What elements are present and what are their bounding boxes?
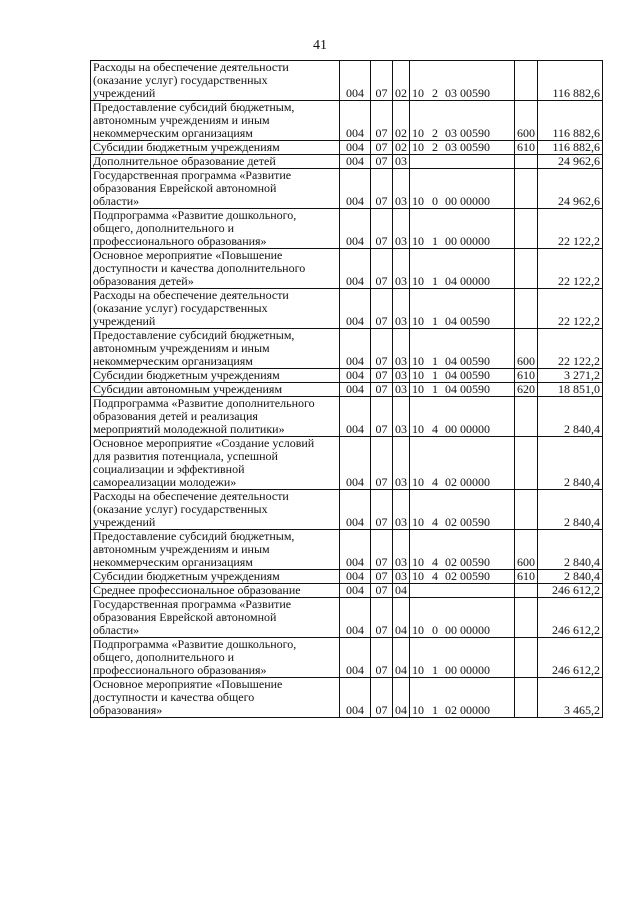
amount-cell: 3 271,2: [538, 369, 603, 383]
expense-type-cell: [515, 61, 538, 101]
subsection-code-cell: 03: [393, 329, 410, 369]
row-name-line: автономным учреждениям и иным: [93, 341, 270, 355]
row-name-line: Предоставление субсидий бюджетным,: [93, 529, 295, 543]
section-code-cell: 07: [371, 397, 393, 437]
subsection-code-cell: 03: [393, 490, 410, 530]
subsection-code-cell: 02: [393, 101, 410, 141]
article-code: 02 00590: [445, 515, 490, 529]
row-name-line: (оказание услуг) государственных: [93, 301, 268, 315]
row-name-cell: [91, 369, 340, 383]
amount-cell: 116 882,6: [538, 101, 603, 141]
table-row: [91, 397, 603, 437]
subprogram-code: 1: [432, 703, 438, 717]
subsection-code-cell: 04: [393, 678, 410, 718]
article-code: 00 00000: [445, 623, 490, 637]
section-code-cell: 07: [371, 598, 393, 638]
subprogram-code: 1: [432, 314, 438, 328]
subsection-code-cell: 03: [393, 209, 410, 249]
section-code-cell: 07: [371, 530, 393, 570]
amount-cell: 2 840,4: [538, 437, 603, 490]
row-name-line: Основное мероприятие «Повышение: [93, 677, 283, 691]
table-row: [91, 570, 603, 584]
row-name-line: для развития потенциала, успешной: [93, 449, 278, 463]
amount-cell: 22 122,2: [538, 209, 603, 249]
article-code: 00 00000: [445, 194, 490, 208]
expense-type-cell: [515, 490, 538, 530]
row-name-line: самореализации молодежи»: [93, 475, 237, 489]
subprogram-code: 2: [432, 86, 438, 100]
row-name-line: Основное мероприятие «Повышение: [93, 248, 283, 262]
row-name-line: Подпрограмма «Развитие дошкольного,: [93, 208, 297, 222]
subprogram-code: 0: [432, 194, 438, 208]
subsection-code-cell: 03: [393, 383, 410, 397]
section-code-cell: 07: [371, 584, 393, 598]
row-name-cell: [91, 141, 340, 155]
ministry-code-cell: 004: [340, 249, 371, 289]
target-article-cell: [410, 155, 515, 169]
subprogram-code: 2: [432, 126, 438, 140]
row-name-line: области»: [93, 623, 140, 637]
program-code: 10: [412, 368, 424, 382]
ministry-code-cell: 004: [340, 289, 371, 329]
expense-type-cell: [515, 155, 538, 169]
subprogram-code: 4: [432, 422, 438, 436]
subsection-code-cell: 03: [393, 155, 410, 169]
expense-type-cell: 620: [515, 383, 538, 397]
table-row: [91, 329, 603, 369]
table-row: [91, 383, 603, 397]
program-code: 10: [412, 663, 424, 677]
target-article-cell: [410, 209, 515, 249]
subprogram-code: 1: [432, 234, 438, 248]
section-code-cell: 07: [371, 155, 393, 169]
article-code: 04 00590: [445, 382, 490, 396]
row-name-line: Субсидии автономным учреждениям: [93, 382, 283, 396]
page-number: 41: [313, 38, 327, 53]
row-name-line: Подпрограмма «Развитие дошкольного,: [93, 637, 297, 651]
target-article-cell: [410, 383, 515, 397]
target-article-cell: [410, 437, 515, 490]
table-row: [91, 209, 603, 249]
expense-type-cell: [515, 397, 538, 437]
row-name-line: автономным учреждениям и иным: [93, 542, 270, 556]
ministry-code-cell: 004: [340, 678, 371, 718]
row-name-line: некоммерческим организациям: [93, 555, 253, 569]
ministry-code-cell: 004: [340, 397, 371, 437]
row-name-cell: [91, 289, 340, 329]
expense-type-cell: 610: [515, 570, 538, 584]
article-code: 02 00000: [445, 703, 490, 717]
table-row: [91, 369, 603, 383]
subsection-code-cell: 03: [393, 570, 410, 584]
table-row: [91, 61, 603, 101]
row-name-line: образования Еврейской автономной: [93, 610, 277, 624]
subsection-code-cell: 03: [393, 289, 410, 329]
row-name-line: Расходы на обеспечение деятельности: [93, 489, 289, 503]
row-name-cell: [91, 437, 340, 490]
row-name-line: профессионального образования»: [93, 234, 267, 248]
program-code: 10: [412, 569, 424, 583]
section-code-cell: 07: [371, 570, 393, 584]
row-name-cell: [91, 249, 340, 289]
table-row: [91, 490, 603, 530]
subsection-code-cell: 03: [393, 249, 410, 289]
subsection-code-cell: 04: [393, 584, 410, 598]
article-code: 04 00590: [445, 368, 490, 382]
amount-cell: 2 840,4: [538, 397, 603, 437]
ministry-code-cell: 004: [340, 437, 371, 490]
row-name-line: Государственная программа «Развитие: [93, 597, 292, 611]
subprogram-code: 4: [432, 475, 438, 489]
program-code: 10: [412, 274, 424, 288]
table-row: [91, 584, 603, 598]
article-code: 03 00590: [445, 126, 490, 140]
program-code: 10: [412, 422, 424, 436]
subprogram-code: 2: [432, 140, 438, 154]
target-article-cell: [410, 584, 515, 598]
ministry-code-cell: 004: [340, 530, 371, 570]
table-row: [91, 101, 603, 141]
article-code: 00 00000: [445, 234, 490, 248]
section-code-cell: 07: [371, 369, 393, 383]
expense-type-cell: [515, 584, 538, 598]
row-name-line: общего, дополнительного и: [93, 221, 234, 235]
target-article-cell: [410, 61, 515, 101]
table-row: [91, 249, 603, 289]
program-code: 10: [412, 515, 424, 529]
article-code: 02 00590: [445, 555, 490, 569]
ministry-code-cell: 004: [340, 209, 371, 249]
row-name-line: Дополнительное образование детей: [93, 154, 276, 168]
article-code: 02 00590: [445, 569, 490, 583]
section-code-cell: 07: [371, 383, 393, 397]
expense-type-cell: [515, 638, 538, 678]
section-code-cell: 07: [371, 169, 393, 209]
amount-cell: 24 962,6: [538, 155, 603, 169]
table-row: [91, 141, 603, 155]
row-name-cell: [91, 209, 340, 249]
row-name-line: Субсидии бюджетным учреждениям: [93, 140, 280, 154]
article-code: 03 00590: [445, 86, 490, 100]
table-row: [91, 530, 603, 570]
target-article-cell: [410, 369, 515, 383]
article-code: 02 00000: [445, 475, 490, 489]
subsection-code-cell: 03: [393, 369, 410, 383]
row-name-line: Предоставление субсидий бюджетным,: [93, 100, 295, 114]
table-row: [91, 169, 603, 209]
ministry-code-cell: 004: [340, 329, 371, 369]
row-name-cell: [91, 383, 340, 397]
section-code-cell: 07: [371, 678, 393, 718]
ministry-code-cell: 004: [340, 383, 371, 397]
subsection-code-cell: 03: [393, 397, 410, 437]
program-code: 10: [412, 314, 424, 328]
row-name-cell: [91, 169, 340, 209]
program-code: 10: [412, 126, 424, 140]
row-name-line: Государственная программа «Развитие: [93, 168, 292, 182]
expense-type-cell: [515, 598, 538, 638]
row-name-line: Расходы на обеспечение деятельности: [93, 60, 289, 74]
article-code: 00 00000: [445, 663, 490, 677]
target-article-cell: [410, 490, 515, 530]
target-article-cell: [410, 530, 515, 570]
expense-type-cell: 610: [515, 369, 538, 383]
program-code: 10: [412, 475, 424, 489]
row-name-line: автономным учреждениям и иным: [93, 113, 270, 127]
subprogram-code: 0: [432, 623, 438, 637]
row-name-line: некоммерческим организациям: [93, 354, 253, 368]
program-code: 10: [412, 194, 424, 208]
budget-table-body: [91, 61, 603, 718]
expense-type-cell: 600: [515, 329, 538, 369]
program-code: 10: [412, 140, 424, 154]
row-name-line: образования Еврейской автономной: [93, 181, 277, 195]
ministry-code-cell: 004: [340, 141, 371, 155]
amount-cell: 116 882,6: [538, 141, 603, 155]
expense-type-cell: [515, 249, 538, 289]
subsection-code-cell: 02: [393, 61, 410, 101]
section-code-cell: 07: [371, 437, 393, 490]
section-code-cell: 07: [371, 209, 393, 249]
row-name-line: Субсидии бюджетным учреждениям: [93, 368, 280, 382]
row-name-line: общего, дополнительного и: [93, 650, 234, 664]
target-article-cell: [410, 289, 515, 329]
expense-type-cell: [515, 289, 538, 329]
target-article-cell: [410, 678, 515, 718]
row-name-cell: [91, 101, 340, 141]
amount-cell: 22 122,2: [538, 329, 603, 369]
table-row: [91, 598, 603, 638]
subprogram-code: 1: [432, 368, 438, 382]
amount-cell: 246 612,2: [538, 638, 603, 678]
subprogram-code: 1: [432, 663, 438, 677]
row-name-cell: [91, 329, 340, 369]
target-article-cell: [410, 598, 515, 638]
ministry-code-cell: 004: [340, 490, 371, 530]
amount-cell: 24 962,6: [538, 169, 603, 209]
row-name-line: доступности и качества общего: [93, 690, 255, 704]
row-name-cell: [91, 570, 340, 584]
row-name-line: образования детей»: [93, 274, 194, 288]
amount-cell: 22 122,2: [538, 249, 603, 289]
subprogram-code: 4: [432, 555, 438, 569]
row-name-line: учреждений: [93, 314, 156, 328]
subsection-code-cell: 02: [393, 141, 410, 155]
target-article-cell: [410, 101, 515, 141]
program-code: 10: [412, 703, 424, 717]
row-name-line: образования»: [93, 703, 163, 717]
expense-type-cell: [515, 209, 538, 249]
target-article-cell: [410, 397, 515, 437]
table-row: [91, 437, 603, 490]
budget-table: [90, 60, 603, 718]
table-row: [91, 678, 603, 718]
article-code: 00 00000: [445, 422, 490, 436]
section-code-cell: 07: [371, 490, 393, 530]
row-name-line: области»: [93, 194, 140, 208]
program-code: 10: [412, 234, 424, 248]
row-name-line: (оказание услуг) государственных: [93, 73, 268, 87]
table-row: [91, 155, 603, 169]
program-code: 10: [412, 555, 424, 569]
expense-type-cell: 610: [515, 141, 538, 155]
target-article-cell: [410, 169, 515, 209]
expense-type-cell: 600: [515, 101, 538, 141]
row-name-cell: [91, 598, 340, 638]
section-code-cell: 07: [371, 141, 393, 155]
ministry-code-cell: 004: [340, 101, 371, 141]
row-name-line: доступности и качества дополнительного: [93, 261, 306, 275]
article-code: 04 00000: [445, 274, 490, 288]
row-name-cell: [91, 678, 340, 718]
ministry-code-cell: 004: [340, 584, 371, 598]
target-article-cell: [410, 329, 515, 369]
subprogram-code: 1: [432, 274, 438, 288]
row-name-line: профессионального образования»: [93, 663, 267, 677]
subprogram-code: 4: [432, 515, 438, 529]
table-row: [91, 638, 603, 678]
row-name-line: Основное мероприятие «Создание условий: [93, 436, 315, 450]
ministry-code-cell: 004: [340, 598, 371, 638]
section-code-cell: 07: [371, 329, 393, 369]
program-code: 10: [412, 354, 424, 368]
amount-cell: 246 612,2: [538, 598, 603, 638]
ministry-code-cell: 004: [340, 61, 371, 101]
ministry-code-cell: 004: [340, 369, 371, 383]
section-code-cell: 07: [371, 638, 393, 678]
target-article-cell: [410, 570, 515, 584]
section-code-cell: 07: [371, 101, 393, 141]
expense-type-cell: 600: [515, 530, 538, 570]
expense-type-cell: [515, 437, 538, 490]
amount-cell: 2 840,4: [538, 530, 603, 570]
subprogram-code: 1: [432, 382, 438, 396]
row-name-cell: [91, 61, 340, 101]
row-name-line: Подпрограмма «Развитие дополнительного: [93, 396, 315, 410]
row-name-cell: [91, 397, 340, 437]
program-code: 10: [412, 86, 424, 100]
section-code-cell: 07: [371, 61, 393, 101]
row-name-line: Субсидии бюджетным учреждениям: [93, 569, 280, 583]
row-name-cell: [91, 638, 340, 678]
subsection-code-cell: 03: [393, 437, 410, 490]
amount-cell: 22 122,2: [538, 289, 603, 329]
row-name-line: Расходы на обеспечение деятельности: [93, 288, 289, 302]
amount-cell: 2 840,4: [538, 570, 603, 584]
section-code-cell: 07: [371, 249, 393, 289]
ministry-code-cell: 004: [340, 155, 371, 169]
subsection-code-cell: 03: [393, 530, 410, 570]
subsection-code-cell: 04: [393, 638, 410, 678]
amount-cell: 246 612,2: [538, 584, 603, 598]
ministry-code-cell: 004: [340, 570, 371, 584]
subprogram-code: 1: [432, 354, 438, 368]
amount-cell: 18 851,0: [538, 383, 603, 397]
target-article-cell: [410, 638, 515, 678]
subprogram-code: 4: [432, 569, 438, 583]
amount-cell: 2 840,4: [538, 490, 603, 530]
amount-cell: 3 465,2: [538, 678, 603, 718]
article-code: 04 00590: [445, 354, 490, 368]
target-article-cell: [410, 249, 515, 289]
row-name-line: мероприятий молодежной политики»: [93, 422, 285, 436]
article-code: 04 00590: [445, 314, 490, 328]
row-name-cell: [91, 584, 340, 598]
row-name-line: (оказание услуг) государственных: [93, 502, 268, 516]
expense-type-cell: [515, 678, 538, 718]
section-code-cell: 07: [371, 289, 393, 329]
ministry-code-cell: 004: [340, 638, 371, 678]
row-name-cell: [91, 490, 340, 530]
target-article-cell: [410, 141, 515, 155]
ministry-code-cell: 004: [340, 169, 371, 209]
row-name-line: образования детей и реализация: [93, 409, 258, 423]
program-code: 10: [412, 623, 424, 637]
row-name-line: учреждений: [93, 86, 156, 100]
program-code: 10: [412, 382, 424, 396]
row-name-line: некоммерческим организациям: [93, 126, 253, 140]
row-name-line: учреждений: [93, 515, 156, 529]
row-name-cell: [91, 530, 340, 570]
table-row: [91, 289, 603, 329]
row-name-cell: [91, 155, 340, 169]
subsection-code-cell: 04: [393, 598, 410, 638]
row-name-line: Предоставление субсидий бюджетным,: [93, 328, 295, 342]
amount-cell: 116 882,6: [538, 61, 603, 101]
article-code: 03 00590: [445, 140, 490, 154]
row-name-line: Среднее профессиональное образование: [93, 583, 301, 597]
expense-type-cell: [515, 169, 538, 209]
subsection-code-cell: 03: [393, 169, 410, 209]
row-name-line: социализации и эффективной: [93, 462, 245, 476]
